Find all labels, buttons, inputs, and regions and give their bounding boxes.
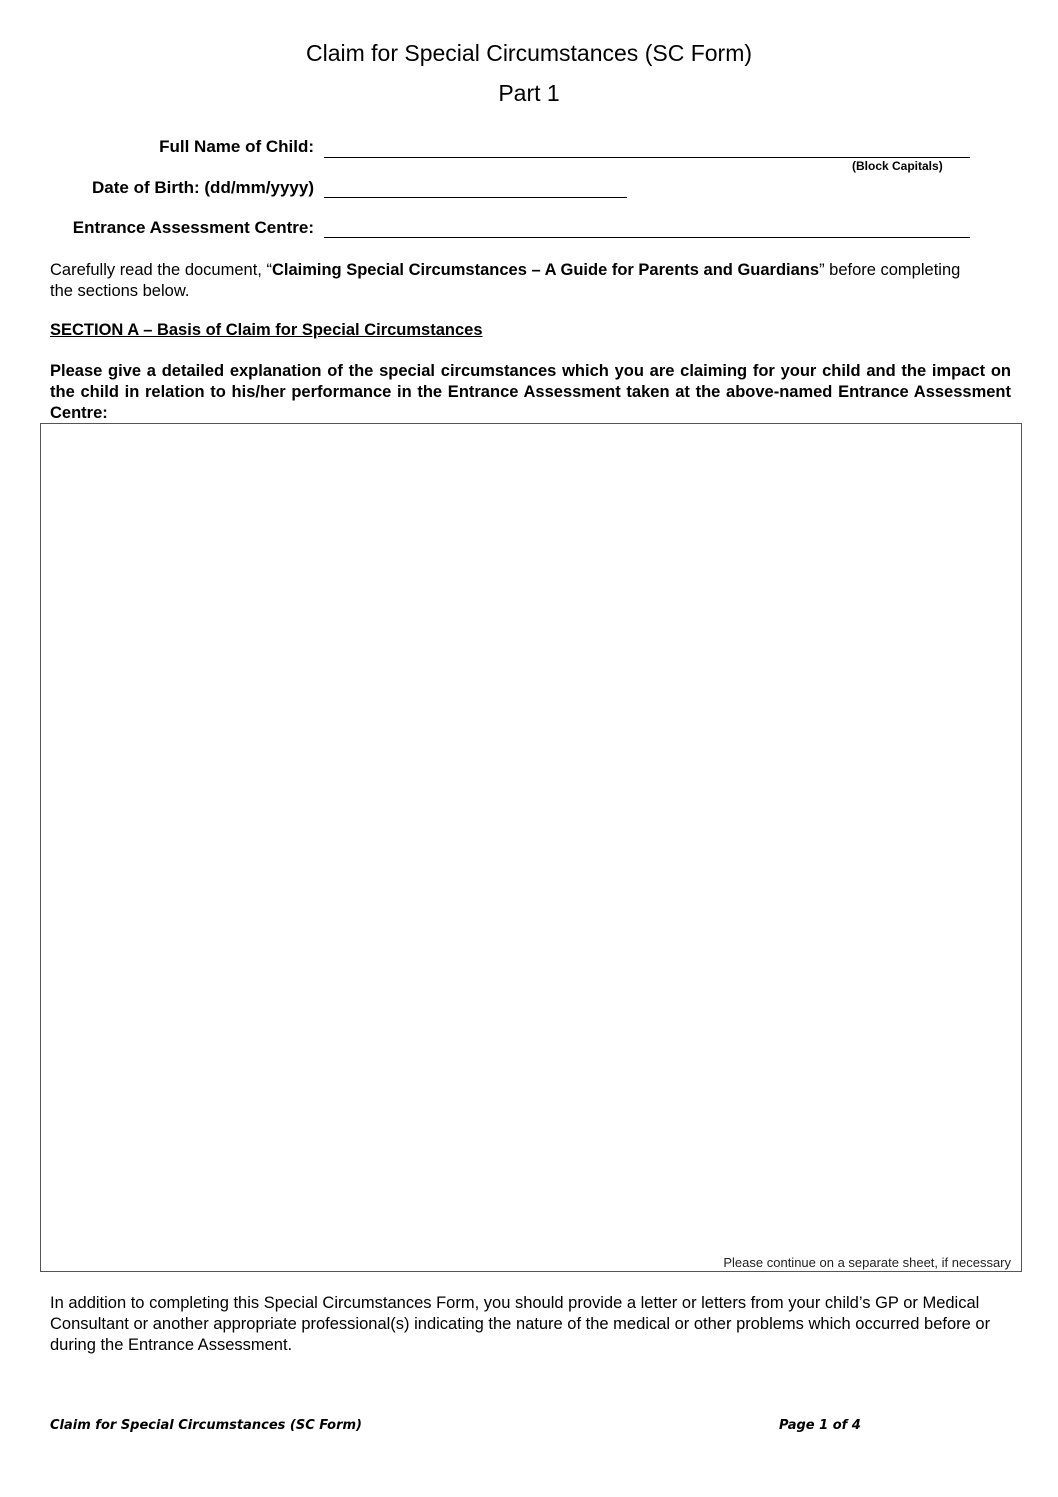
block-capitals-hint: (Block Capitals) <box>852 159 943 173</box>
section-a-instruction: Please give a detailed explanation of the special circumstances which you are claiming for your child and the impact on the child in relation to his/her performance in the Entrance Assessment taken at the above-named Entrance Assessment Centre: <box>50 362 1011 422</box>
section-a-heading: SECTION A – Basis of Claim for Special Circumstances <box>50 321 483 339</box>
child-name-field[interactable] <box>324 157 970 158</box>
intro-paragraph <box>50 260 970 302</box>
dob-field[interactable] <box>324 197 627 198</box>
page-title: Claim for Special Circumstances (SC Form) <box>305 40 753 66</box>
special-circumstances-response-box[interactable] <box>40 423 1022 1272</box>
continue-note: Please continue on a separate sheet, if necessary <box>723 1255 1011 1270</box>
centre-field[interactable] <box>324 237 970 238</box>
dob-label: Date of Birth: (dd/mm/yyyy) <box>92 178 314 197</box>
footer-page-number: Page 1 of 4 <box>779 1418 861 1433</box>
guide-document-title: Claiming Special Circumstances – A Guide for Parents and Guardians <box>271 261 820 279</box>
page-subtitle: Part 1 <box>498 80 560 106</box>
intro-text-after: ” before completing the sections below. <box>50 261 961 300</box>
child-name-label: Full Name of Child: <box>159 137 314 156</box>
intro-text-before: Carefully read the document, “ <box>50 261 272 279</box>
footer-form-name: Claim for Special Circumstances (SC Form) <box>50 1418 362 1433</box>
centre-label: Entrance Assessment Centre: <box>72 218 314 237</box>
additional-documents-note: In addition to completing this Special Circumstances Form, you should provide a letter or letters from your child’s GP or Medical Consultant or another appropriate professional(s) indicating the nature of the medical or other problems which occurred before or during the Entrance Assessment. <box>50 1294 991 1354</box>
